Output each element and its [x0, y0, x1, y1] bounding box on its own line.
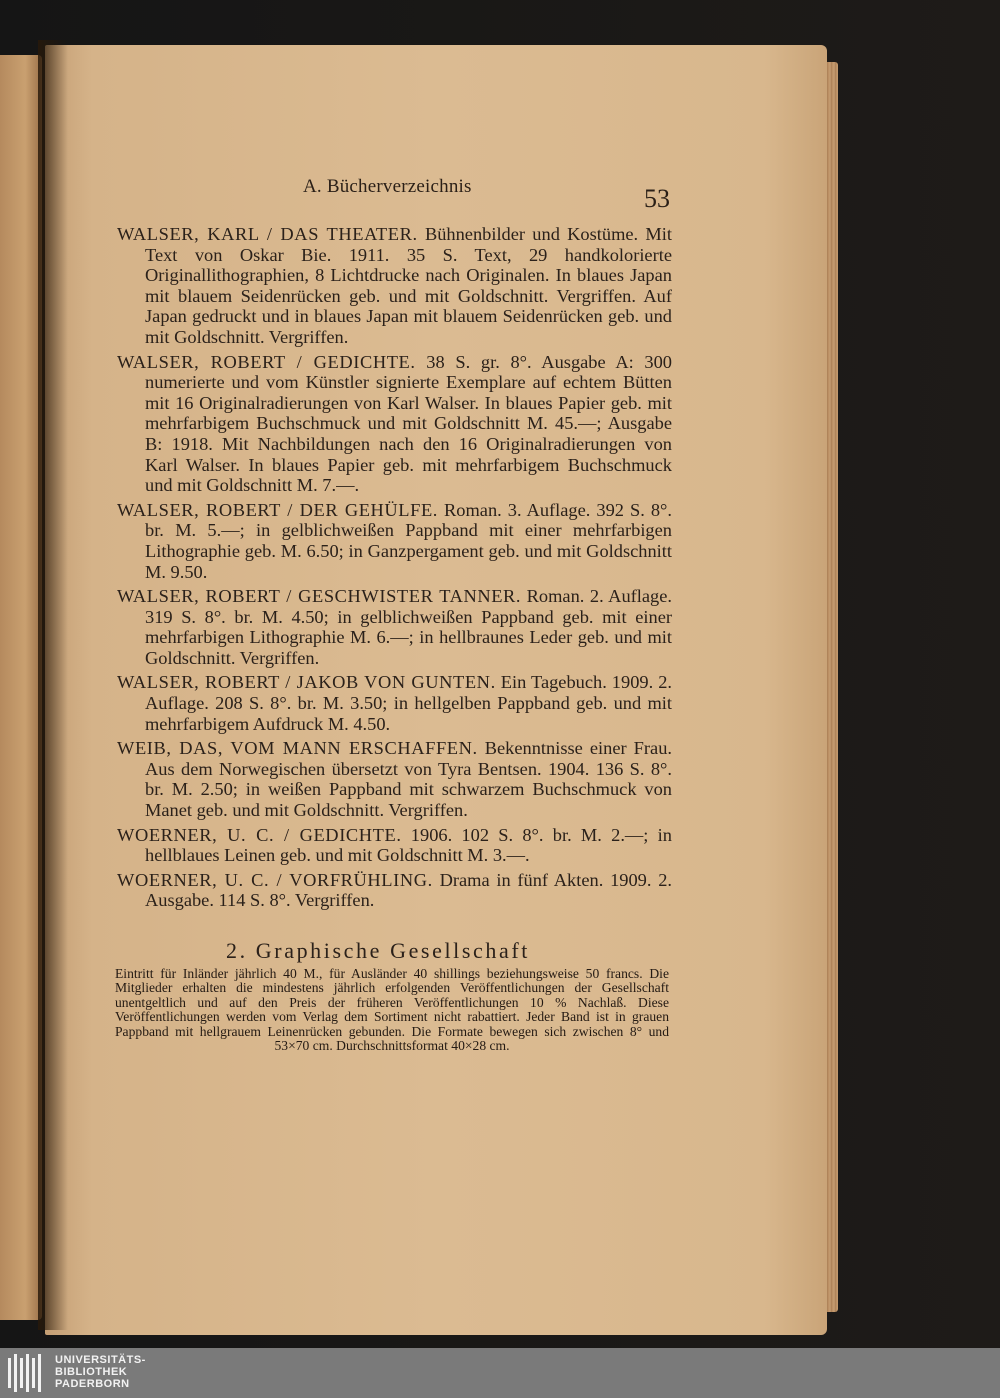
left-page-edge	[0, 55, 42, 1320]
section-note: Eintritt für Inländer jährlich 40 M., für Ausländer 40 shillings beziehungsweise 50 francs. Die Mitglieder erhalten die mindestens jährlich erfolgenden Veröffentlichungen der Gesellschaft unentgeltlich und auf den Preis der früheren Veröffentlichungen 10 % Nachlaß. Diese Veröffentlichungen werden vom Verlag dem Sortiment nicht rabattiert. Jeder Band ist in grauen Pappband mit hellgrauem Leinenrücken gebunden. Die Formate bewegen sich zwischen 8° und 53×70 cm. Durchschnittsformat 40×28 cm.	[115, 966, 669, 1054]
catalog-entry	[117, 738, 672, 820]
entry-heading: WALSER, KARL / DAS THEATER.	[117, 224, 418, 244]
entry-heading: WEIB, DAS, VOM MANN ERSCHAFFEN.	[117, 738, 478, 759]
running-head: A. Bücherverzeichnis	[303, 176, 472, 197]
library-name-line: PADERBORN	[55, 1378, 130, 1390]
library-name-line: UNIVERSITÄTS-	[55, 1354, 146, 1366]
catalog-entry	[117, 825, 672, 866]
entry-heading: WALSER, ROBERT / GEDICHTE.	[117, 351, 416, 372]
library-name-line: BIBLIOTHEK	[55, 1366, 128, 1378]
entry-text: Bekenntnisse einer Frau. Aus dem Norwegischen übersetzt von Tyra Bentsen. 1904. 136 S. 8°. br. M. 2.50; in weißen Pappband mit schwarzem Buchschmuck von Manet geb. und mit Goldschnitt. Vergriffen.	[145, 738, 672, 821]
entry-text: Roman. 3. Auflage. 392 S. 8°. br. M. 5.—; in gelblichweißen Pappband mit einer mehrfarbigen Lithographie geb. M. 6.50; in Ganzpergament geb. und mit Goldschnitt M. 9.50.	[145, 499, 672, 582]
entry-heading: WALSER, ROBERT / DER GEHÜLFE.	[117, 499, 438, 520]
entry-text: Drama in fünf Akten. 1909. 2. Ausgabe. 114 S. 8°. Vergriffen.	[145, 869, 672, 911]
library-name	[55, 1354, 146, 1390]
catalog-entry	[117, 672, 672, 734]
catalog-entries	[117, 224, 672, 915]
section-title: 2. Graphische Gesellschaft	[226, 938, 531, 963]
entry-heading: WOERNER, U. C. / GEDICHTE.	[117, 824, 402, 845]
entry-text: 38 S. gr. 8°. Ausgabe A: 300 numerierte und vom Künstler signierte Exemplare auf echtem Bütten mit 16 Originalradierungen von Karl Walser. In blaues Papier geb. mit mehrfarbigem Buchschmuck und mit Goldschnitt M. 45.—; Ausgabe B: 1918. Mit Nachbildungen nach den 16 Originalradierungen von Karl Walser. In blaues Papier geb. mit mehrfarbigem Buchschmuck und mit Goldschnitt M. 7.—.	[145, 351, 672, 496]
catalog-entry	[117, 500, 672, 582]
entry-text: Roman. 2. Auflage. 319 S. 8°. br. M. 4.50; in gelblichweißen Pappband geb. mit einer mehrfarbigen Lithographie M. 6.—; in hellbraunes Leder geb. und mit Goldschnitt. Vergriffen.	[145, 586, 672, 668]
catalog-entry	[117, 352, 672, 496]
catalog-entry	[117, 870, 672, 911]
library-logo-icon	[6, 1352, 46, 1394]
entry-text: Ein Tagebuch. 1909. 2. Auflage. 208 S. 8°. br. M. 3.50; in hellgelben Pappband geb. und mit mehrfarbigem Aufdruck M. 4.50.	[145, 672, 672, 734]
entry-heading: WALSER, ROBERT / GESCHWISTER TANNER.	[117, 586, 522, 607]
page-number: 53	[644, 184, 670, 213]
catalog-entry	[117, 224, 672, 348]
spine-shadow	[38, 40, 68, 1330]
entry-heading: WALSER, ROBERT / JAKOB VON GUNTEN.	[117, 672, 496, 693]
entry-heading: WOERNER, U. C. / VORFRÜHLING.	[117, 869, 433, 890]
catalog-entry	[117, 586, 672, 668]
entry-text: 1906. 102 S. 8°. br. M. 2.—; in hellblaues Leinen geb. und mit Goldschnitt M. 3.—.	[145, 824, 672, 866]
entry-text: Bühnenbilder und Kostüme. Mit Text von Oskar Bie. 1911. 35 S. Text, 29 handkolorierte Originallithographien, 8 Lichtdrucke nach Originalen. In blaues Japan mit blauem Seidenrücken geb. und mit Goldschnitt. Vergriffen. Auf Japan gedruckt und in blaues Japan mit blauem Seidenrücken geb. und mit Goldschnitt. Vergriffen.	[145, 224, 672, 347]
library-footer	[0, 1348, 1000, 1398]
